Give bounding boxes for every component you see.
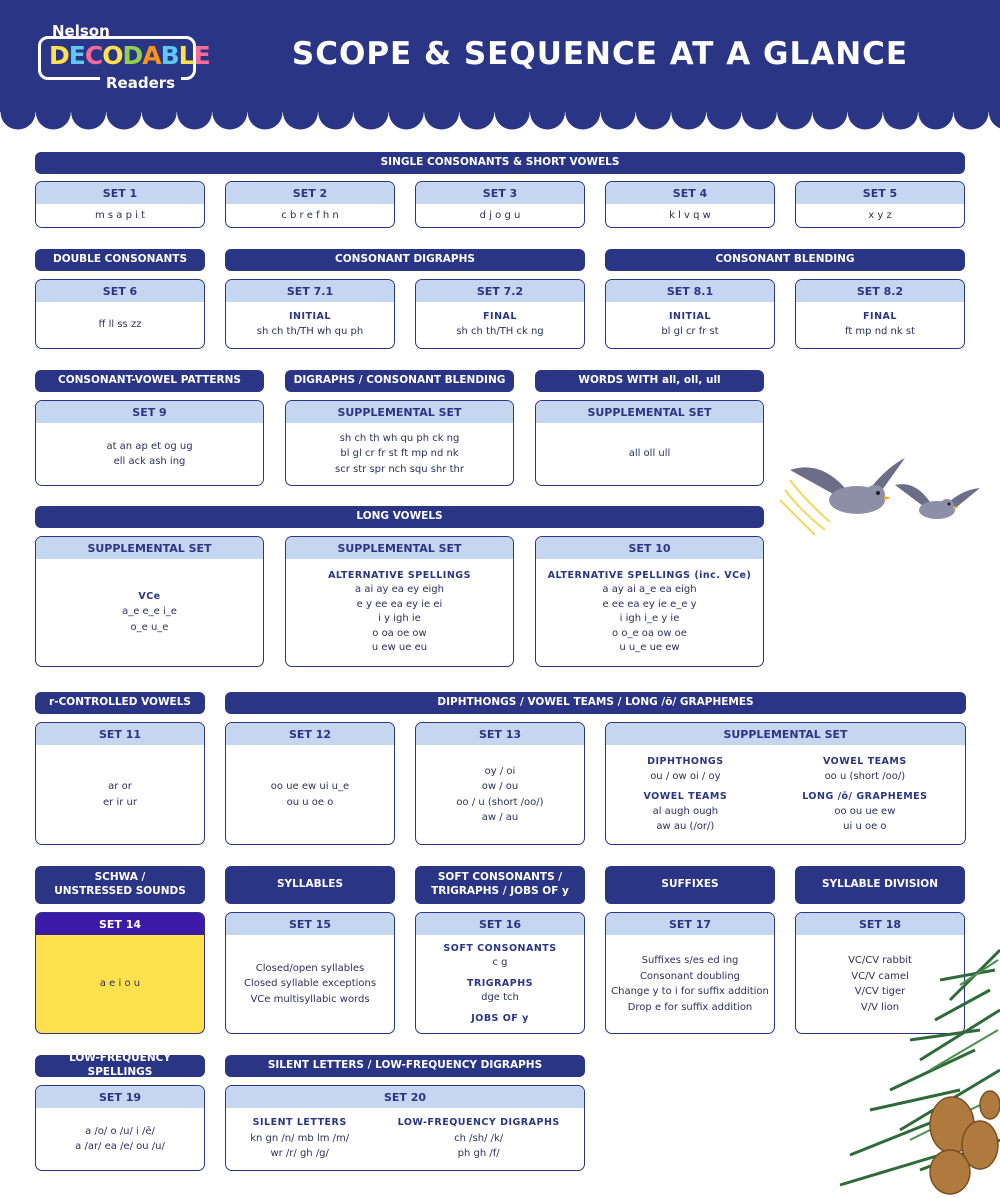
scallop: [142, 100, 177, 130]
card-text: aw / au: [481, 812, 519, 823]
card-body: c b r e f h n: [281, 209, 339, 221]
card-text: ar or: [108, 781, 132, 792]
card-text: Drop e for suffix addition: [627, 1001, 753, 1013]
card-body: [416, 745, 584, 844]
card-header: SET 18: [796, 913, 964, 935]
section-suffixes: SUFFIXES: [605, 866, 775, 904]
card-set-6: [35, 279, 205, 349]
card-body: [286, 559, 513, 666]
card-text: oo ou ue ew: [834, 806, 896, 818]
scallop: [71, 100, 106, 130]
two-column-layout: [606, 755, 965, 835]
scallop: [918, 100, 953, 130]
scallop: [671, 100, 706, 130]
card-header: SET 11: [36, 723, 204, 745]
card-set-7-2: [415, 279, 585, 349]
card-set-2: [225, 181, 395, 228]
scallop: [565, 100, 600, 130]
card-header: SET 15: [226, 913, 394, 935]
card-text: oo ue ew ui u_e: [270, 781, 350, 792]
scallop: [848, 100, 883, 130]
card-header: SET 8.1: [606, 280, 774, 302]
section-label-line: SCHWA /: [94, 871, 146, 884]
card-header: SET 7.2: [416, 280, 584, 302]
scallop: [954, 100, 989, 130]
scallop: [354, 100, 389, 130]
card-set-13: [415, 722, 585, 845]
section-diphthongs: DIPHTHONGS / VOWEL TEAMS / LONG /ō/ GRAPHEMES: [225, 692, 966, 714]
section-consonant-blending: CONSONANT BLENDING: [605, 249, 965, 271]
section-consonant-vowel-patterns: CONSONANT-VOWEL PATTERNS: [35, 370, 264, 392]
card-header: SUPPLEMENTAL SET: [286, 537, 513, 559]
section-label-line: SOFT CONSONANTS /: [437, 871, 563, 884]
card-header: SET 4: [606, 182, 774, 204]
card-body: d j o g u: [479, 209, 521, 221]
card-set-4: [605, 181, 775, 228]
card-header: SUPPLEMENTAL SET: [36, 537, 263, 559]
section-double-consonants: DOUBLE CONSONANTS: [35, 249, 205, 271]
card-text: Closed/open syllables: [255, 962, 365, 974]
card-body: [226, 302, 394, 348]
card-set-7-1: [225, 279, 395, 349]
card-header: SET 2: [226, 182, 394, 204]
scallop: [883, 100, 918, 130]
column-right: [398, 1116, 560, 1161]
card-text: sh ch th wh qu ph ck ng: [339, 432, 460, 444]
card-header: SET 8.2: [796, 280, 964, 302]
card-subheading: LONG /ō/ GRAPHEMES: [802, 791, 928, 802]
card-text: i igh i_e y ie: [619, 613, 680, 625]
card-body: [416, 302, 584, 348]
card-text: VCe multisyllabic words: [250, 993, 370, 1005]
card-text: e ee ea ey ie e_e y: [602, 598, 697, 610]
card-text: kn gn /n/ mb lm /m/: [250, 1132, 350, 1144]
card-text: VC/V camel: [851, 970, 909, 982]
card-body: [36, 423, 263, 485]
card-body: [796, 302, 964, 348]
scallop: [389, 100, 424, 130]
card-set-1: [35, 181, 205, 228]
card-text: oo / u (short /oo/): [456, 796, 544, 808]
pine-branch-illustration: [830, 940, 1000, 1198]
card-text: al augh ough: [652, 806, 719, 818]
card-text: aw au (/or/): [656, 821, 715, 833]
card-header: SET 9: [36, 401, 263, 423]
section-soft-consonants: [415, 866, 585, 904]
card-text: c g: [492, 957, 508, 969]
scallop: [424, 100, 459, 130]
card-text: at an ap et og ug: [106, 440, 193, 452]
card-header: SUPPLEMENTAL SET: [286, 401, 513, 423]
card-header: SET 16: [416, 913, 584, 935]
card-set-9: [35, 400, 264, 486]
card-text: scr str spr nch squ shr thr: [335, 463, 464, 475]
card-header: SET 13: [416, 723, 584, 745]
scallop: [812, 100, 847, 130]
card-text: V/V lion: [860, 1001, 900, 1013]
section-consonant-digraphs: CONSONANT DIGRAPHS: [225, 249, 585, 271]
card-header: SET 3: [416, 182, 584, 204]
scallop: [601, 100, 636, 130]
card-set-11: [35, 722, 205, 845]
card-text: ch /sh/ /k/: [454, 1132, 504, 1144]
card-text: Suffixes s/es ed ing: [641, 955, 739, 966]
card-text: i y igh ie: [378, 613, 421, 625]
card-text: a /ar/ ea /e/ ou /u/: [75, 1141, 165, 1152]
card-set-12: [225, 722, 395, 845]
card-text: V/CV tiger: [854, 986, 906, 997]
card-header: SET 5: [796, 182, 964, 204]
card-supplemental-vce: [35, 536, 264, 667]
card-subheading: FINAL: [483, 311, 517, 323]
section-syllable-division: SYLLABLE DIVISION: [795, 866, 965, 904]
card-text: ou / ow oi / oy: [650, 771, 721, 782]
card-set-17: [605, 912, 775, 1034]
card-subheading: TRIGRAPHS: [466, 977, 534, 989]
bird-icon: [895, 484, 980, 519]
card-set-19: [35, 1085, 205, 1171]
card-header: SET 1: [36, 182, 204, 204]
card-text: oy / oi: [484, 765, 516, 777]
card-body: [536, 559, 763, 666]
card-body: [226, 745, 394, 844]
page-title: SCOPE & SEQUENCE AT A GLANCE: [291, 36, 909, 72]
section-schwa: [35, 866, 205, 904]
card-text: a_e e_e i_e: [122, 606, 177, 618]
card-body: m s a p i t: [94, 209, 146, 221]
bird-icon: [780, 458, 905, 535]
card-subheading: FINAL: [863, 311, 897, 323]
section-single-consonants: SINGLE CONSONANTS & SHORT VOWELS: [35, 152, 965, 174]
card-text: oo u (short /oo/): [824, 771, 906, 782]
card-supplemental-alternative: [285, 536, 514, 667]
card-text: e y ee ea ey ie ei: [356, 598, 443, 610]
scallop: [742, 100, 777, 130]
card-body: ff ll ss zz: [98, 319, 142, 331]
card-header: SET 20: [226, 1086, 584, 1108]
section-digraphs-blending: DIGRAPHS / CONSONANT BLENDING: [285, 370, 514, 392]
column-left: [250, 1116, 349, 1161]
card-header: SUPPLEMENTAL SET: [536, 401, 763, 423]
scallop: [636, 100, 671, 130]
card-subheading: VOWEL TEAMS: [823, 755, 907, 767]
card-body: [606, 302, 774, 348]
scallop: [212, 100, 247, 130]
scallop: [707, 100, 742, 130]
card-text: o oa oe ow: [372, 627, 427, 639]
card-text: Change y to i for suffix addition: [611, 986, 769, 997]
scallop: [248, 100, 283, 130]
card-text: ph gh /f/: [457, 1148, 500, 1160]
card-set-14: [35, 912, 205, 1034]
column-right: [802, 755, 927, 835]
card-text: Consonant doubling: [639, 970, 741, 982]
card-subheading: SOFT CONSONANTS: [443, 943, 557, 955]
scallop: [777, 100, 812, 130]
card-body: [36, 745, 204, 844]
card-body: [226, 935, 394, 1033]
scallop: [459, 100, 494, 130]
logo-word: DECODABLE: [49, 41, 210, 70]
card-subheading: ALTERNATIVE SPELLINGS: [328, 570, 471, 582]
scallop: [318, 100, 353, 130]
pinecone-icon: [930, 1091, 1000, 1194]
card-text: ui u oe o: [843, 821, 887, 833]
card-body: [226, 1108, 584, 1170]
card-set-8-2: [795, 279, 965, 349]
card-subheading: SILENT LETTERS: [252, 1117, 347, 1129]
card-subheading: JOBS OF y: [471, 1012, 529, 1024]
logo-top-text: Nelson: [52, 22, 110, 40]
card-header: SET 12: [226, 723, 394, 745]
card-header: SET 10: [536, 537, 763, 559]
card-body: [606, 935, 774, 1033]
scallop: [177, 100, 212, 130]
section-syllables: SYLLABLES: [225, 866, 395, 904]
card-body: [36, 559, 263, 666]
scallop: [530, 100, 565, 130]
card-text: bl gl cr fr st ft mp nd nk: [340, 448, 459, 460]
card-set-3: [415, 181, 585, 228]
card-body: [286, 423, 513, 485]
card-subheading: INITIAL: [289, 311, 331, 323]
card-text: u u_e ue ew: [619, 642, 680, 654]
card-text: sh ch th/TH ck ng: [456, 326, 544, 338]
card-text: u ew ue eu: [371, 642, 428, 654]
card-subheading: LOW-FREQUENCY DIGRAPHS: [397, 1117, 560, 1129]
card-set-16: [415, 912, 585, 1034]
card-set-20: [225, 1085, 585, 1171]
card-body: a e i o u: [99, 978, 141, 990]
card-text: VC/CV rabbit: [848, 955, 912, 966]
card-text: a ai ay ea ey eigh: [355, 584, 444, 596]
card-text: ft mp nd nk st: [844, 326, 915, 338]
section-r-controlled-vowels: r-CONTROLLED VOWELS: [35, 692, 205, 714]
scallop: [495, 100, 530, 130]
card-header: SUPPLEMENTAL SET: [606, 723, 965, 745]
card-supplemental-all: [535, 400, 764, 486]
card-text: er ir ur: [103, 796, 137, 808]
birds-illustration: [775, 440, 990, 550]
scallop: [106, 100, 141, 130]
card-body: k l v q w: [669, 209, 711, 221]
card-supplemental-digraphs: [285, 400, 514, 486]
card-text: o_e u_e: [130, 621, 169, 633]
section-label-line: UNSTRESSED SOUNDS: [54, 885, 186, 897]
card-set-5: [795, 181, 965, 228]
card-set-8-1: [605, 279, 775, 349]
card-body: [36, 1108, 204, 1170]
card-header: SET 14: [36, 913, 204, 935]
card-text: ou u oe o: [286, 796, 334, 808]
nelson-decodable-logo: [38, 22, 210, 92]
card-text: sh ch th/TH wh qu ph: [256, 326, 364, 338]
card-text: Closed syllable exceptions: [243, 978, 377, 990]
card-header: SET 7.1: [226, 280, 394, 302]
card-subheading: VOWEL TEAMS: [643, 791, 728, 802]
card-set-15: [225, 912, 395, 1034]
card-header: SET 6: [36, 280, 204, 302]
card-text: a /o/ o /u/ i /ē/: [85, 1125, 155, 1137]
scallop: [36, 100, 71, 130]
card-subheading: VCe: [138, 590, 161, 602]
card-text: ell ack ash ing: [113, 456, 186, 467]
card-subheading: INITIAL: [669, 311, 711, 323]
card-subheading: ALTERNATIVE SPELLINGS (inc. VCe): [547, 570, 752, 582]
card-body: x y z: [868, 209, 892, 221]
card-header: SET 19: [36, 1086, 204, 1108]
card-header: SET 17: [606, 913, 774, 935]
section-label-line: TRIGRAPHS / JOBS OF y: [431, 885, 569, 897]
card-body: [416, 935, 584, 1033]
card-set-10: [535, 536, 764, 667]
section-words-all-oll-ull: WORDS WITH all, oll, ull: [535, 370, 764, 392]
scallop: [1, 100, 36, 130]
scallop: [283, 100, 318, 130]
card-text: dge tch: [481, 992, 519, 1004]
card-text: ow / ou: [481, 781, 519, 792]
logo-bottom-text: Readers: [100, 74, 181, 92]
card-text: bl gl cr fr st: [661, 326, 719, 338]
card-text: o o_e oa ow oe: [612, 627, 687, 639]
card-supplemental-diphthongs: [605, 722, 966, 845]
scallop-border: [0, 100, 1000, 130]
section-silent-letters: SILENT LETTERS / LOW-FREQUENCY DIGRAPHS: [225, 1055, 585, 1077]
card-subheading: DIPHTHONGS: [647, 755, 724, 767]
card-text: a ay ai a_e ea eigh: [602, 584, 697, 596]
card-text: wr /r/ gh /g/: [270, 1148, 329, 1160]
two-column-layout: [226, 1116, 584, 1161]
section-low-frequency-spellings: LOW-FREQUENCY SPELLINGS: [35, 1055, 205, 1077]
section-long-vowels: LONG VOWELS: [35, 506, 764, 528]
column-left: [644, 755, 728, 835]
card-body: all oll ull: [628, 448, 671, 460]
card-body: [606, 745, 965, 844]
